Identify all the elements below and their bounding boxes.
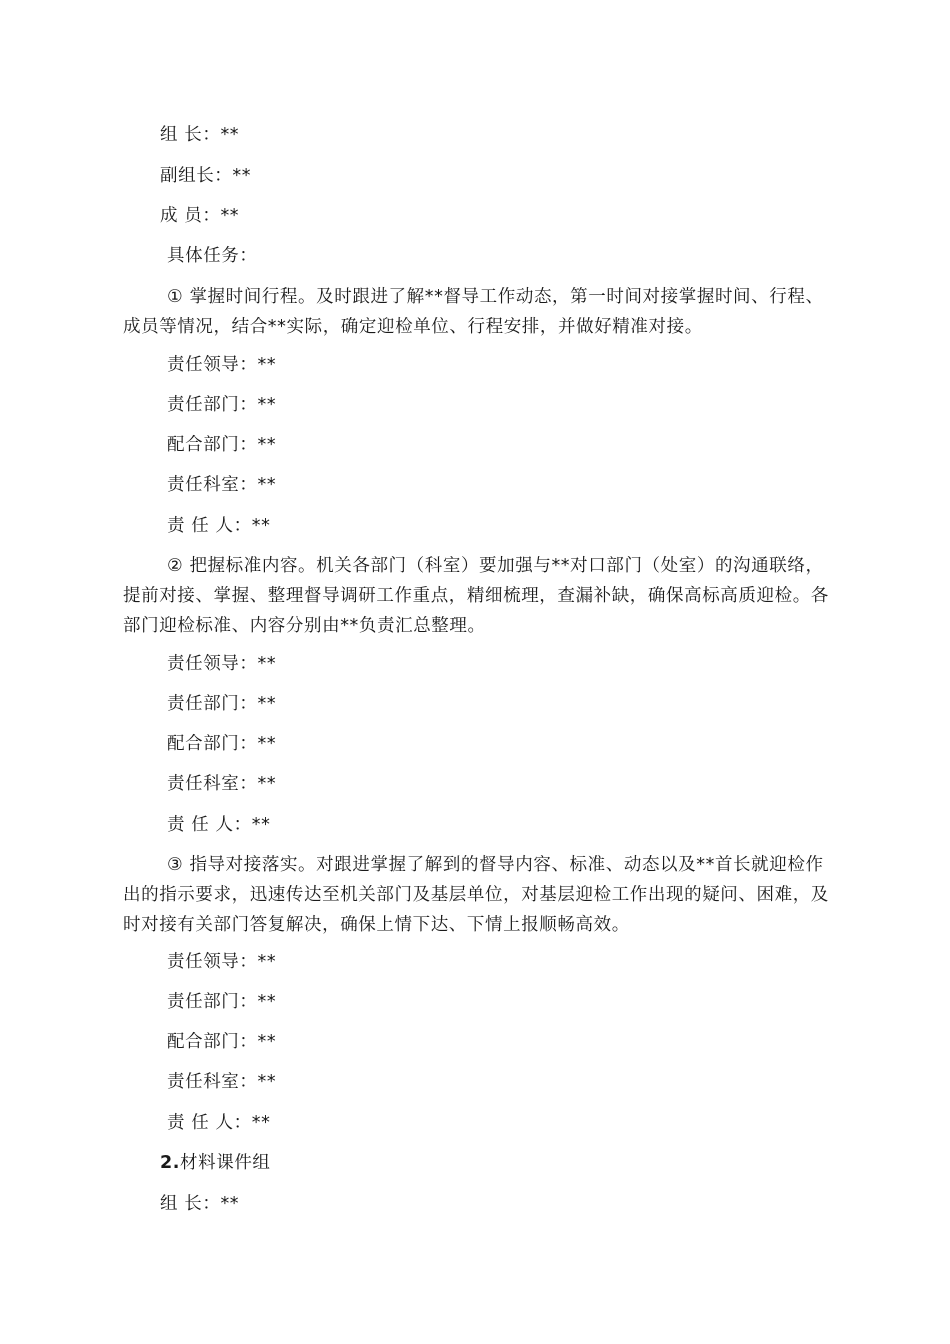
- task-1-text: ① 掌握时间行程。及时跟进了解**督导工作动态，第一时间对接掌握时间、行程、成员等情况，结合**实际，确定迎检单位、行程安排，并做好精准对接。: [123, 287, 824, 337]
- task-1-office: 责任科室：**: [167, 475, 277, 495]
- task-2-person: 责 任 人：**: [167, 815, 271, 835]
- group-leader: 组 长：**: [160, 125, 240, 145]
- task-2-office: 责任科室：**: [167, 774, 277, 794]
- task-2-dept: 责任部门：**: [167, 694, 277, 714]
- task-1-leader: 责任领导：**: [167, 355, 277, 375]
- task-3-person: 责 任 人：**: [167, 1113, 271, 1133]
- section-number: 2.: [160, 1153, 181, 1173]
- group-deputy-leader: 副组长：**: [160, 166, 252, 186]
- task-3-text: ③ 指导对接落实。对跟进掌握了解到的督导内容、标准、动态以及**首长就迎检作出的指示要求，迅速传达至机关部门及基层单位，对基层迎检工作出现的疑问、困难，及时对接有关部门答复解决，确保上情下达、下情上报顺畅高效。: [123, 855, 829, 935]
- task-paragraph: [123, 551, 839, 641]
- task-2-coop: 配合部门：**: [167, 734, 277, 754]
- task-1-coop: 配合部门：**: [167, 435, 277, 455]
- group-2-leader: 组 长：**: [160, 1194, 240, 1214]
- task-paragraph: [123, 850, 839, 940]
- task-2-leader: 责任领导：**: [167, 654, 277, 674]
- section-heading: [160, 1148, 271, 1178]
- task-3-dept: 责任部门：**: [167, 992, 277, 1012]
- tasks-label: 具体任务：: [167, 246, 258, 266]
- task-3-office: 责任科室：**: [167, 1072, 277, 1092]
- section-title: 材料课件组: [180, 1153, 271, 1173]
- task-1-person: 责 任 人：**: [167, 516, 271, 536]
- group-members: 成 员：**: [160, 206, 240, 226]
- task-3-coop: 配合部门：**: [167, 1032, 277, 1052]
- task-1-dept: 责任部门：**: [167, 395, 277, 415]
- task-paragraph: [123, 282, 839, 342]
- task-2-text: ② 把握标准内容。机关各部门（科室）要加强与**对口部门（处室）的沟通联络，提前对接、掌握、整理督导调研工作重点，精细梳理，查漏补缺，确保高标高质迎检。各部门迎检标准、内容分别由**负责汇总整理。: [123, 556, 829, 636]
- task-3-leader: 责任领导：**: [167, 952, 277, 972]
